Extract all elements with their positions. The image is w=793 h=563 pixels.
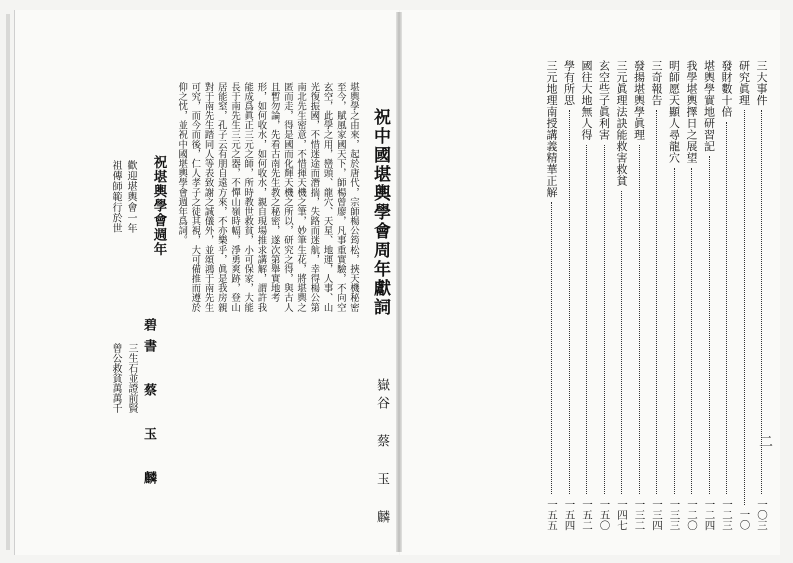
closing-poem-title: 祝堪輿學會週年 [150,155,167,257]
essay-line: 且暫勿論，先看古南先生教之秘密，遂次第舉實地考 [268,82,280,303]
closing-poem-line: 歡迎堪輿會一年 [125,160,136,234]
toc-entry [545,60,560,530]
toc-entry-page: 一三三 [668,498,681,530]
toc-entry-page: 一〇 [738,509,751,530]
essay-title: 祝中國堪輿學會周年獻詞 [370,108,390,317]
toc-entry-page: 一三四 [651,498,663,530]
essay-author: 嶽谷 蔡 玉 麟 [374,378,389,528]
essay-line: 可究，而今而後，仁人孝子之徒其視，大可備推而遵於 [189,82,201,313]
toc-entry-page: 一三二 [633,498,646,530]
toc-entry [668,60,683,530]
toc-entry [598,60,613,530]
toc-entry-title: 三大事件 [755,60,768,106]
signature-name: 碧書 蔡 玉 麟 [141,318,156,492]
toc-entry-title: 明師愿天顯人尋龍穴 [667,60,681,164]
essay-line: 長于南先生三元之器，不憚山嶺時幅，淨勇爽跡，登山 [229,82,241,313]
table-of-contents [500,60,773,530]
essay-line: 堪輿學之由來，起於唐代，宗師楊公筠松，挾天機秘密 [348,82,359,313]
toc-entry [563,60,578,530]
toc-entry [738,60,753,530]
toc-entry-title: 三奇報告 [650,60,663,106]
toc-leader-dots [639,145,642,494]
essay-line: 南北先生密意，不惜揮天機之筆，妙筆生花，將堪輿之 [295,82,307,313]
toc-entry-title: 三元眞理法訣能救害救貧 [615,60,628,187]
toc-entry [615,60,630,530]
signature-line: 曾公救貧萬萬千 [110,343,121,413]
essay-line: 對于南先生踏同人等表致謝之誠儀外，並頌鴻于南先生 [202,82,214,313]
toc-entry [720,60,735,530]
toc-leader-dots [604,145,607,494]
toc-leader-dots [726,122,729,494]
essay-line: 仰之忱，並祝中國堪輿學會週年爲詞。 [176,82,188,246]
toc-entry-title: 玄空些子眞利害 [597,60,611,141]
essay-line: 形，如何收水，如何收水，親自現場推求講解，謂許我 [255,82,267,313]
essay-line: 光復振國，不惜迷途而潛揣，失路而迷航，幸得楊公第 [308,82,320,313]
book-gutter [396,12,402,552]
signature-line: 三生石並證前賢 [126,343,137,413]
toc-entry-page: 一二三 [721,498,733,530]
toc-entry-title: 國往大地無人得 [580,60,593,141]
toc-leader-dots [674,168,677,494]
page-number: 二 [757,434,773,448]
essay-line: 居能窒，孔子云有朋自遠方來，不亦樂乎，眞是我房親 [215,82,227,313]
toc-entry-title: 發揚堪輿學眞理 [632,60,646,141]
toc-entry-page: 一二四 [703,498,716,530]
closing-poem-line: 祖傳師範行於世 [110,160,121,234]
toc-entry-page: 一四七 [616,498,628,530]
toc-entry-title: 堪輿學實地研習記 [702,60,716,152]
toc-entry [650,60,665,530]
essay-line: 玄空，此學之用，巒頭、龍穴、天星、地運，人事、山 [321,82,333,313]
toc-leader-dots [691,168,694,494]
toc-leader-dots [586,145,589,494]
toc-entry [703,60,718,530]
toc-entry-title: 我學堪輿擇日之展望 [685,60,698,164]
toc-entry-page: 一五〇 [598,498,611,530]
toc-entry-title: 三元地理南授講義精華正解 [545,60,558,198]
toc-entry-page: 一〇三 [756,498,768,530]
binding-edge [6,14,10,550]
toc-entry-page: 一五五 [546,498,558,530]
toc-entry-title: 學有所思 [562,60,576,106]
toc-leader-dots [621,191,624,494]
toc-leader-dots [709,156,712,494]
essay-body [175,82,360,312]
toc-entry [685,60,700,530]
toc-entry [633,60,648,530]
essay-line: 至今，賦風家國天下，師楊曾廖，凡事重實驗，不向空 [334,82,346,313]
essay-line: 能成爲眞正三元之師，所時教世救貧，小可保家，大能 [242,82,254,313]
toc-leader-dots [656,110,659,494]
toc-leader-dots [551,202,554,494]
toc-entry-page: 一二〇 [686,498,698,530]
toc-entry-page: 一五二 [581,498,593,530]
toc-leader-dots [569,110,572,494]
toc-leader-dots [744,110,747,505]
essay-line: 匿而走，得是國而化輝天機之所以，研究之得，與古人 [281,82,293,313]
toc-entry-title: 發財數十倍 [720,60,733,118]
toc-entry-title: 研究眞理 [737,60,751,106]
toc-entry [755,60,773,530]
toc-entry [580,60,595,530]
toc-entry-page: 一五四 [563,498,576,530]
